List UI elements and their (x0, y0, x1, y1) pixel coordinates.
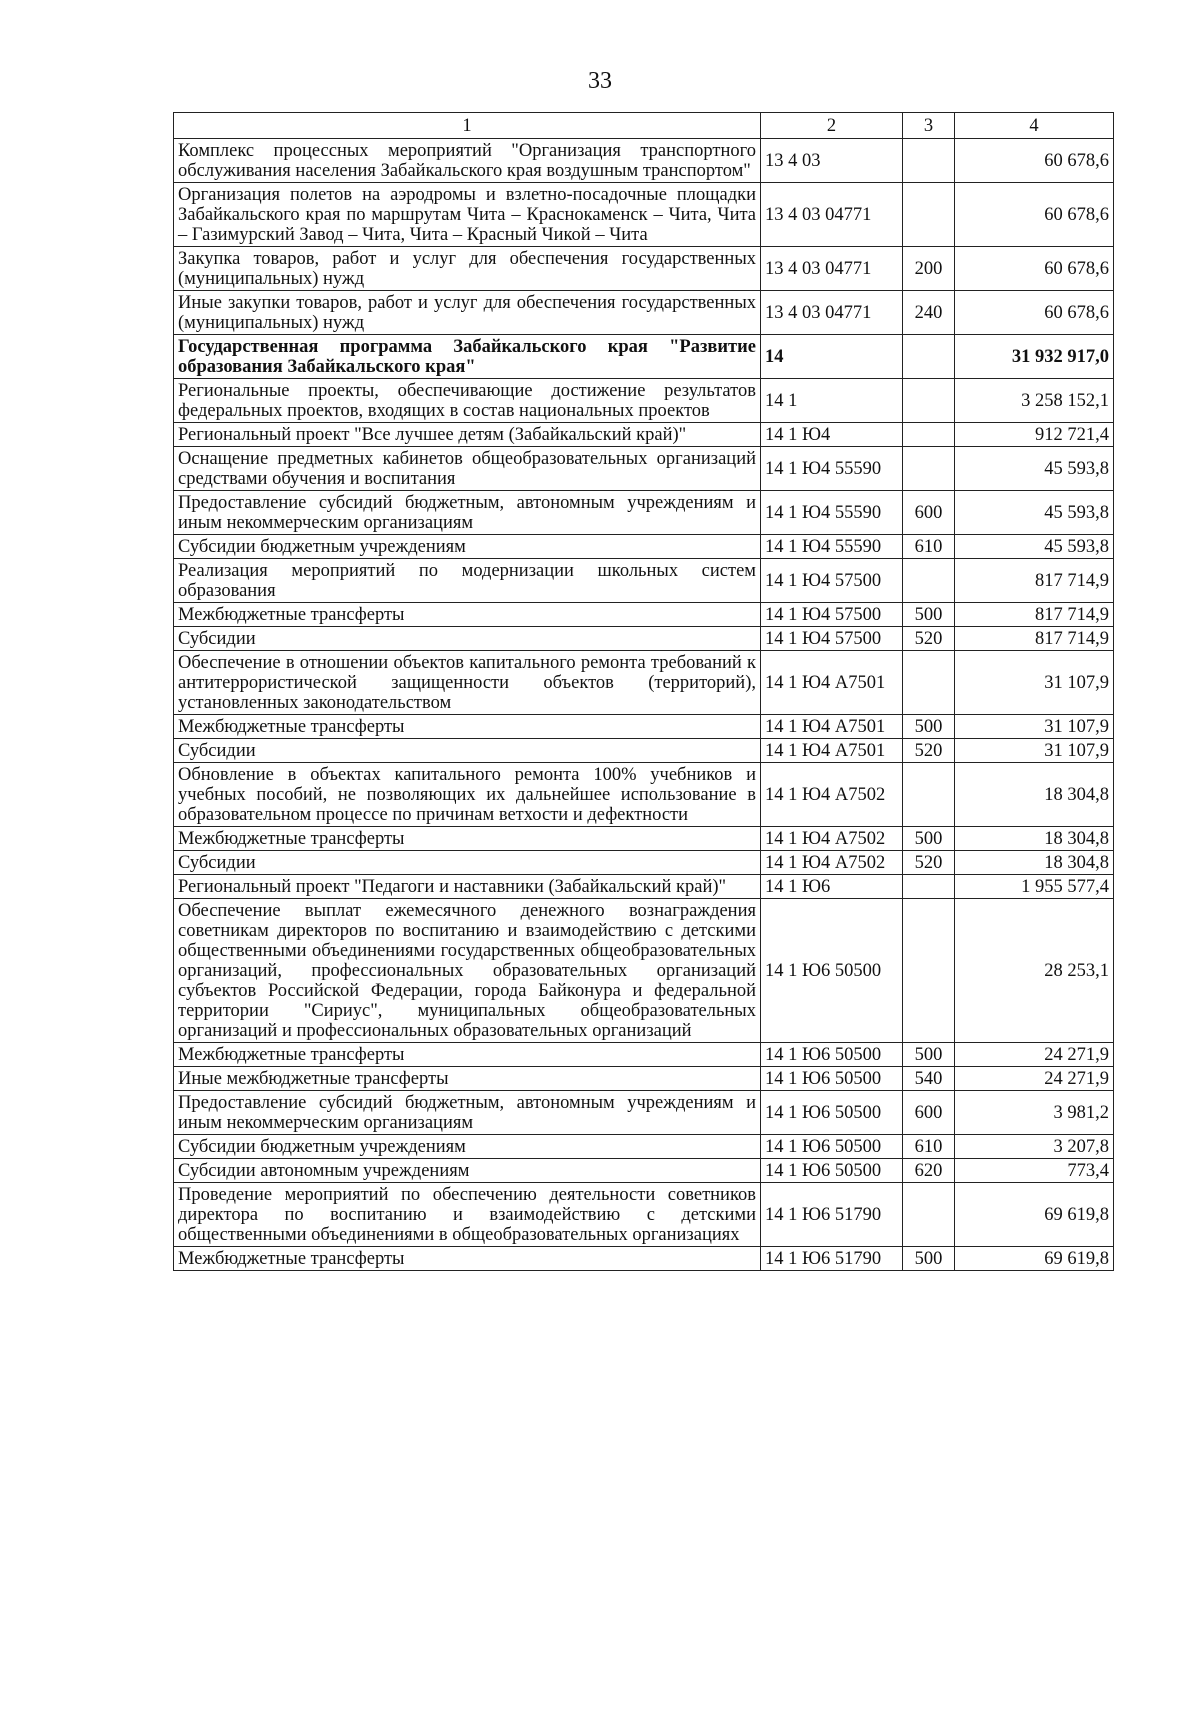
row-amount: 45 593,8 (955, 491, 1114, 535)
row-code: 14 1 Ю4 (761, 423, 903, 447)
table-row (174, 627, 1114, 651)
table-row (174, 603, 1114, 627)
row-code: 14 1 Ю6 50500 (761, 1091, 903, 1135)
table-row (174, 335, 1114, 379)
row-type: 520 (903, 851, 955, 875)
header-name: 1 (174, 113, 761, 139)
row-name: Межбюджетные трансферты (174, 1043, 761, 1067)
row-name: Реализация мероприятий по модернизации школьных систем образования (174, 559, 761, 603)
row-amount: 31 107,9 (955, 715, 1114, 739)
row-amount: 60 678,6 (955, 247, 1114, 291)
table-row (174, 535, 1114, 559)
table-row (174, 651, 1114, 715)
row-amount: 69 619,8 (955, 1247, 1114, 1271)
row-code: 14 1 Ю4 55590 (761, 535, 903, 559)
row-type: 610 (903, 1135, 955, 1159)
table-row (174, 1183, 1114, 1247)
row-type (903, 447, 955, 491)
row-type: 200 (903, 247, 955, 291)
row-code: 14 1 Ю6 50500 (761, 1067, 903, 1091)
row-type (903, 763, 955, 827)
header-code: 2 (761, 113, 903, 139)
row-name: Обновление в объектах капитального ремонта 100% учебников и учебных пособий, не позволяющих их дальнейшее использование в образовательном процессе по причинам ветхости и дефектности (174, 763, 761, 827)
row-name: Комплекс процессных мероприятий "Организация транспортного обслуживания населения Забайкальского края воздушным транспортом" (174, 139, 761, 183)
row-code: 14 1 Ю6 50500 (761, 1159, 903, 1183)
row-name: Межбюджетные трансферты (174, 827, 761, 851)
row-name: Предоставление субсидий бюджетным, автономным учреждениям и иным некоммерческим организациям (174, 1091, 761, 1135)
table-row (174, 1135, 1114, 1159)
table-row (174, 423, 1114, 447)
table-row (174, 1067, 1114, 1091)
row-name: Региональные проекты, обеспечивающие достижение результатов федеральных проектов, входящих в состав национальных проектов (174, 379, 761, 423)
budget-table (173, 112, 1114, 1271)
table-row (174, 1043, 1114, 1067)
row-name: Субсидии бюджетным учреждениям (174, 535, 761, 559)
row-code: 14 1 Ю6 51790 (761, 1247, 903, 1271)
row-type (903, 335, 955, 379)
row-name: Межбюджетные трансферты (174, 603, 761, 627)
row-name: Государственная программа Забайкальского края "Развитие образования Забайкальского края" (174, 335, 761, 379)
row-code: 13 4 03 04771 (761, 247, 903, 291)
table-row (174, 715, 1114, 739)
row-name: Проведение мероприятий по обеспечению деятельности советников директора по воспитанию и взаимодействию с детскими общественными объединениями в общеобразовательных организациях (174, 1183, 761, 1247)
row-name: Организация полетов на аэродромы и взлетно-посадочные площадки Забайкальского края по маршрутам Чита – Краснокаменск – Чита, Чита – Газимурский Завод – Чита, Чита – Красный Чикой – Чита (174, 183, 761, 247)
header-type: 3 (903, 113, 955, 139)
table-row (174, 1159, 1114, 1183)
row-code: 14 1 Ю6 51790 (761, 1183, 903, 1247)
row-code: 14 1 Ю4 57500 (761, 559, 903, 603)
row-type: 500 (903, 603, 955, 627)
table-row (174, 827, 1114, 851)
row-amount: 31 107,9 (955, 739, 1114, 763)
row-name: Иные закупки товаров, работ и услуг для обеспечения государственных (муниципальных) нужд (174, 291, 761, 335)
table-row (174, 247, 1114, 291)
row-type (903, 651, 955, 715)
row-type (903, 1183, 955, 1247)
row-type: 500 (903, 715, 955, 739)
row-type: 540 (903, 1067, 955, 1091)
row-name: Субсидии (174, 851, 761, 875)
row-name: Предоставление субсидий бюджетным, автономным учреждениям и иным некоммерческим организациям (174, 491, 761, 535)
row-amount: 45 593,8 (955, 535, 1114, 559)
row-name: Межбюджетные трансферты (174, 1247, 761, 1271)
row-code: 14 1 Ю6 50500 (761, 1135, 903, 1159)
header-amount: 4 (955, 113, 1114, 139)
table-row (174, 379, 1114, 423)
row-code: 13 4 03 04771 (761, 291, 903, 335)
row-type (903, 559, 955, 603)
row-code: 14 1 Ю4 55590 (761, 491, 903, 535)
row-name: Региональный проект "Все лучшее детям (Забайкальский край)" (174, 423, 761, 447)
row-type (903, 183, 955, 247)
row-name: Субсидии (174, 739, 761, 763)
row-amount: 60 678,6 (955, 291, 1114, 335)
row-code: 14 (761, 335, 903, 379)
row-amount: 18 304,8 (955, 763, 1114, 827)
row-type: 500 (903, 1043, 955, 1067)
page-number: 33 (588, 68, 612, 94)
row-amount: 3 258 152,1 (955, 379, 1114, 423)
row-type: 240 (903, 291, 955, 335)
table-row (174, 739, 1114, 763)
row-code: 14 1 Ю4 55590 (761, 447, 903, 491)
row-amount: 773,4 (955, 1159, 1114, 1183)
row-type (903, 139, 955, 183)
row-type: 520 (903, 739, 955, 763)
row-amount: 817 714,9 (955, 627, 1114, 651)
table-row (174, 1091, 1114, 1135)
row-amount: 24 271,9 (955, 1067, 1114, 1091)
row-code: 14 1 Ю4 А7502 (761, 851, 903, 875)
row-amount: 45 593,8 (955, 447, 1114, 491)
row-code: 14 1 Ю4 А7502 (761, 827, 903, 851)
table-row (174, 491, 1114, 535)
row-type: 600 (903, 491, 955, 535)
table-row (174, 763, 1114, 827)
table-row (174, 291, 1114, 335)
row-code: 14 1 Ю4 57500 (761, 603, 903, 627)
row-amount: 31 932 917,0 (955, 335, 1114, 379)
row-name: Субсидии (174, 627, 761, 651)
row-type: 500 (903, 827, 955, 851)
row-name: Субсидии автономным учреждениям (174, 1159, 761, 1183)
table-row (174, 139, 1114, 183)
row-amount: 912 721,4 (955, 423, 1114, 447)
row-name: Региональный проект "Педагоги и наставники (Забайкальский край)" (174, 875, 761, 899)
row-name: Закупка товаров, работ и услуг для обеспечения государственных (муниципальных) нужд (174, 247, 761, 291)
table-row (174, 899, 1114, 1043)
row-code: 13 4 03 04771 (761, 183, 903, 247)
row-type (903, 423, 955, 447)
row-type: 610 (903, 535, 955, 559)
row-amount: 817 714,9 (955, 603, 1114, 627)
row-code: 14 1 Ю4 А7501 (761, 739, 903, 763)
row-name: Обеспечение выплат ежемесячного денежного вознаграждения советникам директоров по воспитанию и взаимодействию с детскими общественными объединениями государственных общеобразовательных организаций, профессиональных образовательных организаций субъектов Российской Федерации, города Байконура и федеральной территории "Сириус", муниципальных общеобразовательных организаций и профессиональных образовательных организаций (174, 899, 761, 1043)
row-code: 14 1 Ю4 А7501 (761, 715, 903, 739)
table-row (174, 875, 1114, 899)
table-body (174, 139, 1114, 1271)
row-code: 14 1 (761, 379, 903, 423)
table-row (174, 447, 1114, 491)
row-amount: 31 107,9 (955, 651, 1114, 715)
header-row (174, 113, 1114, 139)
row-name: Обеспечение в отношении объектов капитального ремонта требований к антитеррористической защищенности объектов (территорий), установленных законодательством (174, 651, 761, 715)
row-type: 520 (903, 627, 955, 651)
row-name: Межбюджетные трансферты (174, 715, 761, 739)
table-row (174, 183, 1114, 247)
row-name: Субсидии бюджетным учреждениям (174, 1135, 761, 1159)
row-amount: 3 981,2 (955, 1091, 1114, 1135)
row-amount: 60 678,6 (955, 139, 1114, 183)
row-amount: 69 619,8 (955, 1183, 1114, 1247)
row-amount: 24 271,9 (955, 1043, 1114, 1067)
row-amount: 817 714,9 (955, 559, 1114, 603)
row-code: 14 1 Ю6 50500 (761, 1043, 903, 1067)
row-amount: 60 678,6 (955, 183, 1114, 247)
row-type: 500 (903, 1247, 955, 1271)
row-type (903, 899, 955, 1043)
row-type: 600 (903, 1091, 955, 1135)
table-row (174, 559, 1114, 603)
row-code: 14 1 Ю6 (761, 875, 903, 899)
row-amount: 18 304,8 (955, 851, 1114, 875)
row-type: 620 (903, 1159, 955, 1183)
row-amount: 28 253,1 (955, 899, 1114, 1043)
row-code: 14 1 Ю6 50500 (761, 899, 903, 1043)
row-name: Оснащение предметных кабинетов общеобразовательных организаций средствами обучения и воспитания (174, 447, 761, 491)
row-type (903, 379, 955, 423)
row-code: 14 1 Ю4 57500 (761, 627, 903, 651)
table-row (174, 851, 1114, 875)
row-amount: 18 304,8 (955, 827, 1114, 851)
table-row (174, 1247, 1114, 1271)
row-code: 13 4 03 (761, 139, 903, 183)
row-code: 14 1 Ю4 А7502 (761, 763, 903, 827)
row-code: 14 1 Ю4 А7501 (761, 651, 903, 715)
row-amount: 1 955 577,4 (955, 875, 1114, 899)
row-type (903, 875, 955, 899)
row-amount: 3 207,8 (955, 1135, 1114, 1159)
row-name: Иные межбюджетные трансферты (174, 1067, 761, 1091)
